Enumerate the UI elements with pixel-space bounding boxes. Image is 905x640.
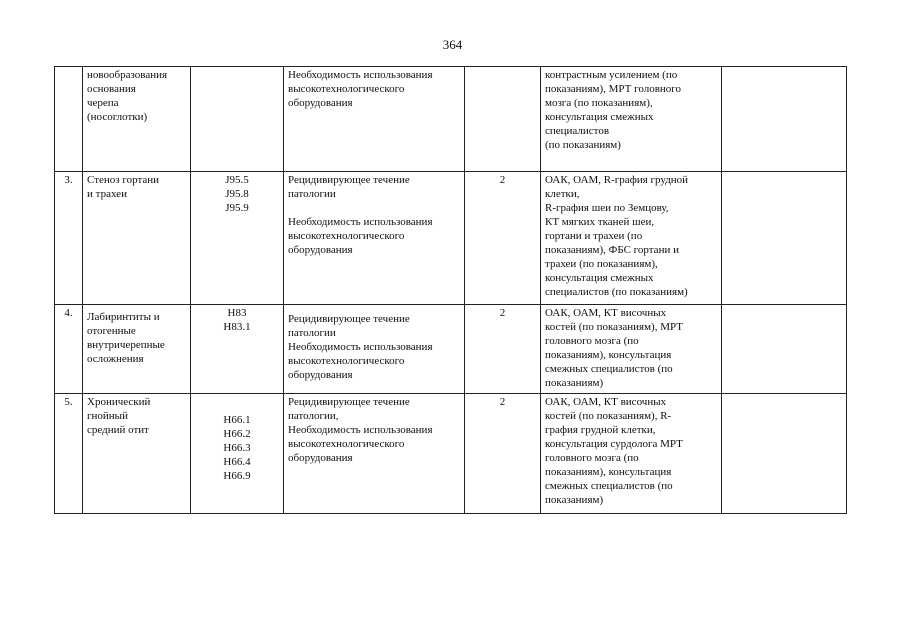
indication-line: Необходимость использования (288, 341, 433, 353)
indication-line: Необходимость использования (288, 216, 433, 228)
diagnosis-line: средний отит (87, 424, 149, 436)
exams-line: показаниям), МРТ головного (545, 83, 682, 95)
diagnosis-cell (83, 394, 191, 514)
exams-line: контрастным усилением (по (545, 69, 678, 81)
indication-line: Необходимость использования (288, 424, 433, 436)
exams-line: головного мозга (по (545, 452, 639, 464)
icd-code-cell (191, 172, 284, 305)
diagnosis-cell (83, 67, 191, 172)
icd-code: H66.4 (223, 456, 251, 468)
exams-line: костей (по показаниям), МРТ (545, 321, 683, 333)
exams-line: консультация смежных (545, 111, 654, 123)
icd-code: J95.8 (225, 188, 249, 200)
indication-line: Рецидивирующее течение (288, 396, 410, 408)
indication-line: оборудования (288, 369, 353, 381)
indication-line: высокотехнологического (288, 355, 405, 367)
icd-code: J95.5 (225, 174, 249, 186)
exams-line: головного мозга (по (545, 335, 639, 347)
indication-cell (284, 305, 465, 394)
diagnosis-line: осложнения (87, 353, 144, 365)
indication-cell (284, 172, 465, 305)
diagnosis-cell (83, 305, 191, 394)
exams-line: консультация сурдолога МРТ (545, 438, 683, 450)
indication-line: высокотехнологического (288, 438, 405, 450)
indication-line: патологии (288, 327, 336, 339)
exams-line: ОАК, ОАМ, КТ височных (545, 396, 667, 408)
icd-code-cell (191, 67, 284, 172)
exams-line: гортани и трахеи (по (545, 230, 643, 242)
exams-cell (541, 305, 722, 394)
exams-line: клетки, (545, 188, 580, 200)
exams-line: консультация смежных (545, 272, 654, 284)
icd-code: H83.1 (223, 321, 251, 333)
icd-code: J95.9 (225, 202, 249, 214)
indication-cell (284, 394, 465, 514)
row-number-cell (55, 67, 83, 172)
exams-line: смежных специалистов (по (545, 363, 673, 375)
diagnosis-line: Лабиринтиты и (87, 311, 160, 323)
exams-line: трахеи (по показаниям), (545, 258, 658, 270)
exams-line: (по показаниям) (545, 139, 621, 151)
indication-line: Необходимость использования (288, 69, 433, 81)
diagnosis-line: гнойный (87, 410, 128, 422)
icd-code: H66.9 (223, 470, 251, 482)
indication-line: высокотехнологического (288, 83, 405, 95)
row-number-cell: 5. (55, 394, 83, 514)
indication-line: оборудования (288, 97, 353, 109)
exams-cell (541, 172, 722, 305)
row-number-cell: 3. (55, 172, 83, 305)
table-row (55, 172, 847, 305)
indication-cell (284, 67, 465, 172)
icd-code: H66.2 (223, 428, 251, 440)
diagnosis-line: черепа (87, 97, 119, 109)
notes-cell (722, 305, 847, 394)
table-row (55, 394, 847, 514)
exams-line: ОАК, ОАМ, КТ височных (545, 307, 667, 319)
diagnosis-line: новообразования (87, 69, 168, 81)
table-row (55, 305, 847, 394)
icd-code-spacer (195, 395, 279, 413)
exams-line: показаниям) (545, 494, 604, 506)
icd-code: H66.1 (223, 414, 251, 426)
icd-code-cell (191, 305, 284, 394)
diagnosis-line: Стеноз гортани (87, 174, 160, 186)
exams-line: смежных специалистов (по (545, 480, 673, 492)
indication-line: патологии (288, 188, 336, 200)
icd-code: H66.3 (223, 442, 251, 454)
diagnosis-line: Хронический (87, 396, 151, 408)
exams-cell (541, 394, 722, 514)
diagnosis-line: и трахеи (87, 188, 127, 200)
stage-cell (465, 67, 541, 172)
diagnosis-cell (83, 172, 191, 305)
stage-cell: 2 (465, 305, 541, 394)
diagnosis-line: внутричерепные (87, 339, 165, 351)
indication-spacer (288, 201, 460, 215)
icd-code-cell (191, 394, 284, 514)
indication-line: оборудования (288, 452, 353, 464)
exams-line: R-графия шеи по Земцову, (545, 202, 669, 214)
exams-line: костей (по показаниям), R- (545, 410, 672, 422)
indication-line: высокотехнологического (288, 230, 405, 242)
exams-line: графия грудной клетки, (545, 424, 656, 436)
exams-line: КТ мягких тканей шеи, (545, 216, 655, 228)
notes-cell (722, 67, 847, 172)
icd-code: H83 (227, 307, 247, 319)
exams-line: мозга (по показаниям), (545, 97, 653, 109)
exams-line: показаниям), консультация (545, 349, 672, 361)
stage-cell: 2 (465, 172, 541, 305)
exams-cell (541, 67, 722, 172)
table-row (55, 67, 847, 172)
diagnosis-line: отогенные (87, 325, 136, 337)
treatment-table (54, 66, 847, 514)
row-number-cell: 4. (55, 305, 83, 394)
indication-line: оборудования (288, 244, 353, 256)
exams-line: показаниям), консультация (545, 466, 672, 478)
notes-cell (722, 172, 847, 305)
exams-line: показаниям), ФБС гортани и (545, 244, 679, 256)
page-number: 364 (442, 37, 463, 52)
diagnosis-line: (носоглотки) (87, 111, 148, 123)
stage-cell: 2 (465, 394, 541, 514)
diagnosis-line: основания (87, 83, 136, 95)
exams-line: ОАК, ОАМ, R-графия грудной (545, 174, 689, 186)
exams-line: показаниям) (545, 377, 604, 389)
indication-line: Рецидивирующее течение (288, 313, 410, 325)
exams-line: специалистов (по показаниям) (545, 286, 688, 298)
notes-cell (722, 394, 847, 514)
exams-line: специалистов (545, 125, 610, 137)
indication-line: патологии, (288, 410, 339, 422)
indication-line: Рецидивирующее течение (288, 174, 410, 186)
